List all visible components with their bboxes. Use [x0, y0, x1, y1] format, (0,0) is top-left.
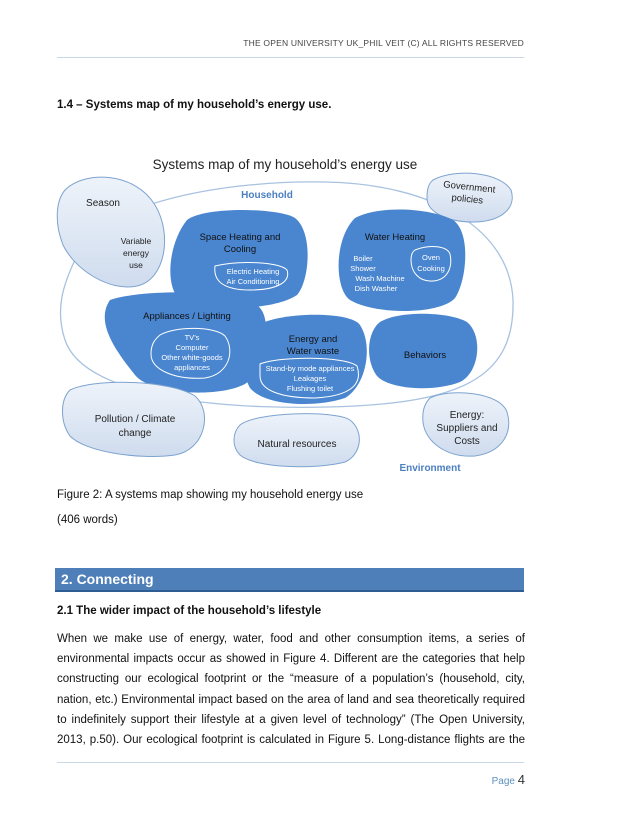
water-heating-item-4: Dish Washer: [354, 284, 398, 293]
header-divider: [57, 57, 524, 58]
energy-water-item-1: Stand-by mode appliances: [265, 364, 355, 373]
pollution-line-2: change: [118, 428, 152, 439]
water-heating-title: Water Heating: [364, 232, 426, 243]
space-heating-item-2: Air Conditioning: [226, 277, 280, 286]
space-heating-title-2: Cooling: [223, 244, 257, 255]
energy-water-title-2: Water waste: [286, 346, 340, 357]
energy-water-item-3: Flushing toilet: [286, 384, 334, 393]
suppliers-line-1: Energy:: [449, 410, 485, 421]
oven-line-2: Cooking: [417, 264, 445, 273]
energy-water-item-2: Leakages: [293, 374, 327, 383]
energy-water-title-1: Energy and: [288, 334, 338, 345]
paragraph-line: constructing our ecological footprint or the “measure of a population’s (household, city,: [57, 673, 525, 686]
season-label: Season: [86, 198, 120, 209]
appliances-item-1: TV’s: [184, 333, 200, 342]
footer-divider: [57, 762, 524, 763]
appliances-item-3: Other white-goods: [161, 353, 223, 362]
paragraph-line: 2013, p.50). Our ecological footprint is calculated in Figure 5. Long-distance flights are the: [57, 734, 525, 747]
appliances-item-2: Computer: [175, 343, 209, 352]
section-banner-title: 2. Connecting: [61, 571, 154, 587]
variable-line-3: use: [129, 260, 143, 270]
oven-line-1: Oven: [422, 253, 440, 262]
government-line-1: Government: [442, 179, 496, 196]
appliances-item-4: appliances: [174, 363, 210, 372]
paragraph-line: When we make use of energy, water, food and other consumption items, a series of: [57, 633, 525, 645]
water-heating-item-3: Wash Machine: [355, 274, 405, 283]
space-heating-item-1: Electric Heating: [226, 267, 280, 276]
section-banner: [55, 568, 524, 592]
appliances-title: Appliances / Lighting: [143, 311, 231, 322]
page-number: 4: [517, 772, 525, 787]
natural-resources-label: Natural resources: [257, 439, 337, 450]
subsection-heading: 2.1 The wider impact of the household’s lifestyle: [57, 605, 322, 617]
water-heating-item-1: Boiler: [353, 254, 373, 263]
section-heading: 1.4 – Systems map of my household’s energy use.: [57, 99, 332, 111]
variable-line-1: Variable: [120, 236, 152, 246]
page-header: THE OPEN UNIVERSITY UK_PHIL VEIT (C) ALL RIGHTS RESERVED: [243, 38, 524, 48]
behaviors-label: Behaviors: [403, 350, 447, 361]
paragraph-line: nation, etc.) Environmental impact based on the area of land and sea theoretically required: [57, 693, 525, 706]
space-heating-title-1: Space Heating and: [199, 232, 281, 243]
environment-label: Environment: [399, 463, 461, 474]
government-line-2: policies: [450, 192, 484, 207]
systems-map: [55, 150, 515, 480]
season-bubble: [57, 177, 164, 287]
water-heating-item-2: Shower: [350, 264, 376, 273]
household-label: Household: [241, 190, 293, 201]
paragraph-line: to indefinitely support their lifestyle at a given level of technology” (The Open University,: [57, 713, 525, 726]
body-paragraph: [57, 629, 525, 750]
page-footer: [492, 772, 525, 787]
page-label: Page: [491, 776, 515, 787]
map-title: Systems map of my household’s energy use: [152, 157, 418, 172]
figure-caption: Figure 2: A systems map showing my household energy use: [57, 489, 364, 501]
word-count: (406 words): [57, 514, 118, 526]
paragraph-line: environmental impacts occur as showed in Figure 4. Different are the categories that help: [57, 653, 525, 666]
suppliers-line-2: Suppliers and: [436, 423, 498, 434]
suppliers-line-3: Costs: [454, 436, 480, 447]
pollution-line-1: Pollution / Climate: [94, 414, 176, 425]
variable-line-2: energy: [123, 248, 149, 258]
